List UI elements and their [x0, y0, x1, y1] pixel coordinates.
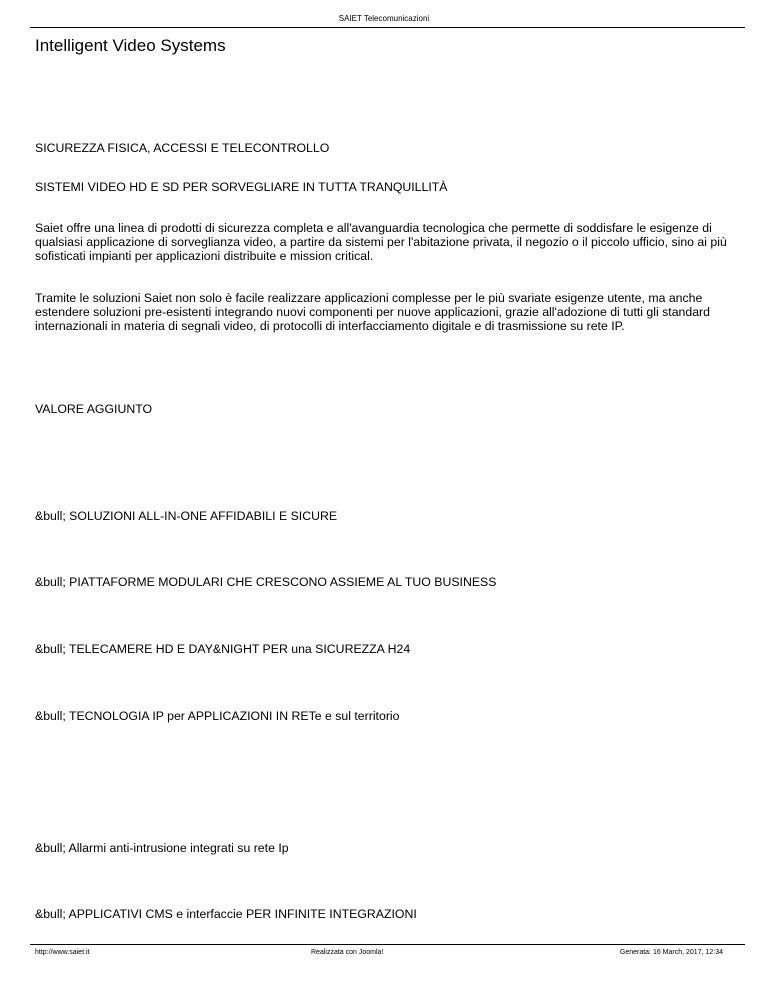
header-divider	[30, 27, 745, 28]
footer-divider	[30, 944, 745, 945]
intro-paragraph: Saiet offre una linea di prodotti di sicurezza completa e all'avanguardia tecnologica che permette di soddisfare le esigenze di qualsiasi applicazione di sorveglianza video, a partire da sistemi per l'abitazione privata, il negozio o il piccolo ufficio, sino ai più sofisticati impianti per applicazioni distribuite e mission critical.	[35, 221, 727, 264]
page-title: Intelligent Video Systems	[35, 36, 226, 55]
value-heading: VALORE AGGIUNTO	[35, 402, 153, 416]
footer-generated-date: Generata: 16 March, 2017, 12:34	[619, 949, 723, 956]
bullet-item: &bull; SOLUZIONI ALL-IN-ONE AFFIDABILI E SICURE	[35, 509, 338, 523]
bullet-item: &bull; TECNOLOGIA IP per APPLICAZIONI IN RETe e sul territorio	[35, 709, 400, 723]
bullet-item: &bull; APPLICATIVI CMS e interfaccie PER INFINITE INTEGRAZIONI	[35, 907, 417, 921]
bullet-item: &bull; Allarmi anti-intrusione integrati su rete Ip	[35, 841, 289, 855]
footer-url[interactable]: http://www.saiet.it	[35, 949, 90, 956]
footer-credit: Realizzata con Joomla!	[311, 949, 384, 956]
bullet-item: &bull; TELECAMERE HD E DAY&NIGHT PER una SICUREZZA H24	[35, 642, 411, 656]
section-heading-security: SICUREZZA FISICA, ACCESSI E TELECONTROLLO	[35, 141, 330, 155]
bullet-item: &bull; PIATTAFORME MODULARI CHE CRESCONO ASSIEME AL TUO BUSINESS	[35, 575, 497, 589]
solutions-paragraph: Tramite le soluzioni Saiet non solo è facile realizzare applicazioni complesse per le più svariate esigenze utente, ma anche estendere soluzioni pre-esistenti integrando nuovi componenti per nuove applicazioni, grazie all'adozione di tutti gli standard internazionali in materia di segnali video, di protocolli di interfacciamento digitale e di trasmissione su rete IP.	[35, 291, 710, 334]
section-heading-video-systems: SISTEMI VIDEO HD E SD PER SORVEGLIARE IN TUTTA TRANQUILLITÀ	[35, 180, 448, 194]
page-header: SAIET Telecomunicazioni	[338, 14, 430, 23]
